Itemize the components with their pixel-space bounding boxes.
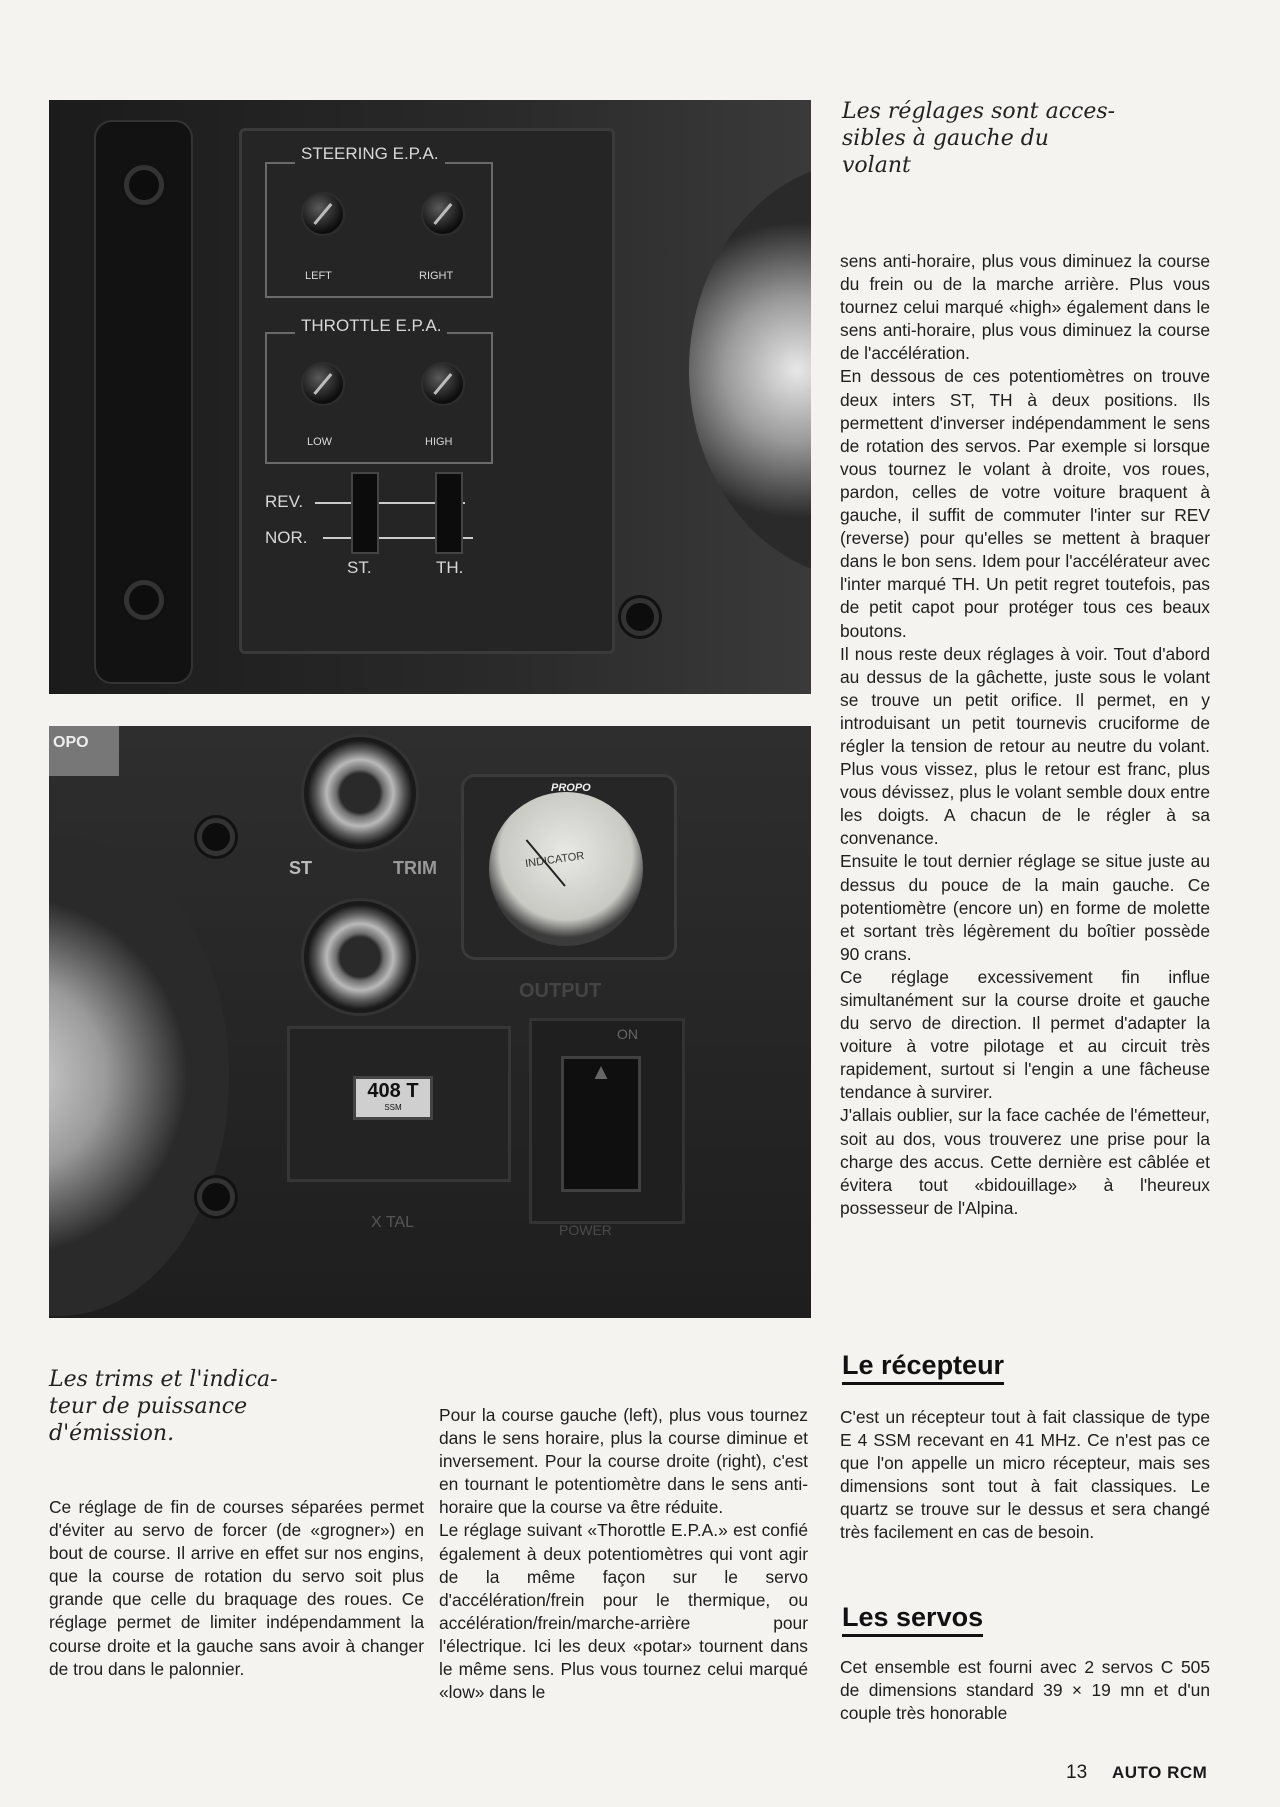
paragraph: Ensuite le tout dernier réglage se situe juste au dessus du pouce de la main gauche. Ce potentiomètre (encore un) en forme de molette et sortant très légèrement du boîtier possède 90 crans. xyxy=(840,851,1210,964)
st-reverse-switch[interactable] xyxy=(351,472,379,554)
screw-icon xyxy=(124,580,164,620)
st-trim-label: ST xyxy=(289,858,313,878)
st-switch-label: ST. xyxy=(347,558,372,577)
paragraph: J'allais oublier, sur la face cachée de l'émetteur, soit au dos, vous trouverez une prise pour la charge des accus. Cette dernière est câblée et évitera tout «bidouillage» à l'heureux possesseur de l'Alpina. xyxy=(840,1105,1210,1218)
magazine-name: AUTO RCM xyxy=(1112,1763,1208,1782)
steering-left-knob[interactable] xyxy=(301,192,345,236)
page-number: 13 xyxy=(1066,1762,1088,1783)
screw-icon xyxy=(197,1178,235,1216)
throttle-low-label: LOW xyxy=(307,436,333,448)
xtal-label: X TAL xyxy=(371,1214,414,1231)
paragraph: Ce réglage de fin de courses séparées permet d'éviter au servo de forcer (de «grogner») en bout de course. Il arrive en effet sur nos engins, que la course de rotation du servo soit plus grande que celle du braquage des roues. Ce réglage permet de limiter indépendamment la course droite et la gauche sans avoir à changer de trou dans le palonnier. xyxy=(49,1497,424,1679)
screw-icon xyxy=(621,598,659,636)
steering-left-label: LEFT xyxy=(305,270,332,282)
caption-top-right: Les réglages sont acces- sibles à gauche du volant xyxy=(842,99,1116,178)
paragraph: sens anti-horaire, plus vous diminuez la course du frein ou de la marche arrière. Plus vous tournez celui marqué «high» également dans le sens anti-horaire, plus vous diminuez la course de l'accélération. xyxy=(840,251,1210,364)
paragraph: Ce réglage excessivement fin influe simultanément sur la course droite et gauche du servo de direction. Il permet d'adapter la voiture à votre pilotage et au circuit très rapidement, surtout si l'engin a une fâcheuse tendance à survirer. xyxy=(840,966,1210,1103)
throttle-epa-title: THROTTLE E.P.A. xyxy=(295,316,447,336)
column-middle xyxy=(439,1404,808,1704)
steering-right-knob[interactable] xyxy=(421,192,465,236)
screw-icon xyxy=(124,165,164,205)
st-trim-word: TRIM xyxy=(393,858,437,878)
steering-wheel xyxy=(49,836,229,1316)
photo-trims-indicator xyxy=(49,726,811,1318)
steering-epa-title: STEERING E.P.A. xyxy=(295,144,445,164)
steering-right-label: RIGHT xyxy=(419,270,454,282)
th-switch-label: TH. xyxy=(436,558,464,577)
paragraph: Cet ensemble est fourni avec 2 servos C 505 de dimensions standard 39 × 19 mn et d'un couple très honorable xyxy=(840,1657,1210,1724)
caption-bottom-left: Les trims et l'indica- teur de puissance d'émission. xyxy=(49,1367,278,1446)
paragraph: Le réglage suivant «Thorottle E.P.A.» est confié également à deux potentiomètres qui vont agir de la même façon sur le servo d'accélération/frein pour le thermique, ou accélération/frein/marche-arrière pour l'électrique. Ici les deux «potar» tournent dans le même sens. Plus vous tournez celui marqué «low» dans le xyxy=(439,1520,808,1703)
photo-epa-panel xyxy=(49,100,811,694)
indicator-label: INDICATOR xyxy=(524,849,586,871)
paragraph: Pour la course gauche (left), plus vous tournez dans le sens horaire, plus la course diminue et inversement. Pour la course droite (right), c'est en tournant le potentiomètre dans le sens anti-horaire que la course va être réduite. xyxy=(439,1405,808,1518)
heading-recepteur: Le récepteur xyxy=(842,1350,1004,1385)
column-left xyxy=(49,1496,424,1681)
screw-icon xyxy=(197,818,235,856)
crystal-label: 408 T xyxy=(367,1080,419,1102)
output-label: OUTPUT xyxy=(519,980,602,1002)
section-servos-text xyxy=(840,1656,1210,1725)
steering-wheel xyxy=(689,160,811,580)
crystal-sub-label: SSM xyxy=(384,1103,402,1112)
crystal-module[interactable] xyxy=(353,1076,433,1120)
throttle-high-knob[interactable] xyxy=(421,362,465,406)
power-label: POWER xyxy=(559,1222,612,1238)
meter-brand-label: PROPO xyxy=(551,782,591,794)
brand-tag: OPO xyxy=(49,726,119,776)
paragraph: C'est un récepteur tout à fait classique de type E 4 SSM recevant en 41 MHz. Ce n'est pas ce que l'on appelle un micro récepteur, mais ses dimensions sont tout à fait classiques. Le quartz se trouve sur le dessus et sera changé très facilement en cas de besoin. xyxy=(840,1407,1210,1543)
steering-epa-box xyxy=(265,162,493,298)
nor-label: NOR. xyxy=(265,528,308,547)
throttle-low-knob[interactable] xyxy=(301,362,345,406)
steering-trim-dial[interactable] xyxy=(301,734,419,852)
column-right xyxy=(840,250,1210,1220)
heading-servos: Les servos xyxy=(842,1602,983,1637)
section-recepteur-text xyxy=(840,1406,1210,1545)
th-reverse-switch[interactable] xyxy=(435,472,463,554)
on-label: ON xyxy=(617,1026,638,1042)
paragraph: Il nous reste deux réglages à voir. Tout d'abord au dessus de la gâchette, juste sous le volant se trouve un petit orifice. Il permet, en y introduisant un petit tournevis cruciforme de régler la tension de retour au neutre du volant. Plus vous vissez, plus le retour est franc, plus vous dévissez, plus le volant semble doux entre les doigts. A chacun de le régler à sa convenance. xyxy=(840,643,1210,849)
power-switch[interactable]: ▲ xyxy=(561,1056,641,1192)
throttle-high-label: HIGH xyxy=(425,436,453,448)
output-meter xyxy=(489,792,643,946)
rev-label: REV. xyxy=(265,492,304,511)
paragraph: En dessous de ces potentiomètres on trouve deux inters ST, TH à deux positions. Ils permettent d'inverser indépendamment le sens de rotation des servos. Par exemple si lorsque vous tournez le volant à droite, vos roues, pardon, celles de votre voiture braquent à gauche, il suffit de commuter l'inter sur REV (reverse) pour qu'elles se mettent à braquer dans le bon sens. Idem pour l'accélérateur avec l'inter marqué TH. Un petit regret toutefois, pas de petit capot pour protéger tous ces beaux boutons. xyxy=(840,366,1210,641)
throttle-trim-dial[interactable] xyxy=(301,898,419,1016)
